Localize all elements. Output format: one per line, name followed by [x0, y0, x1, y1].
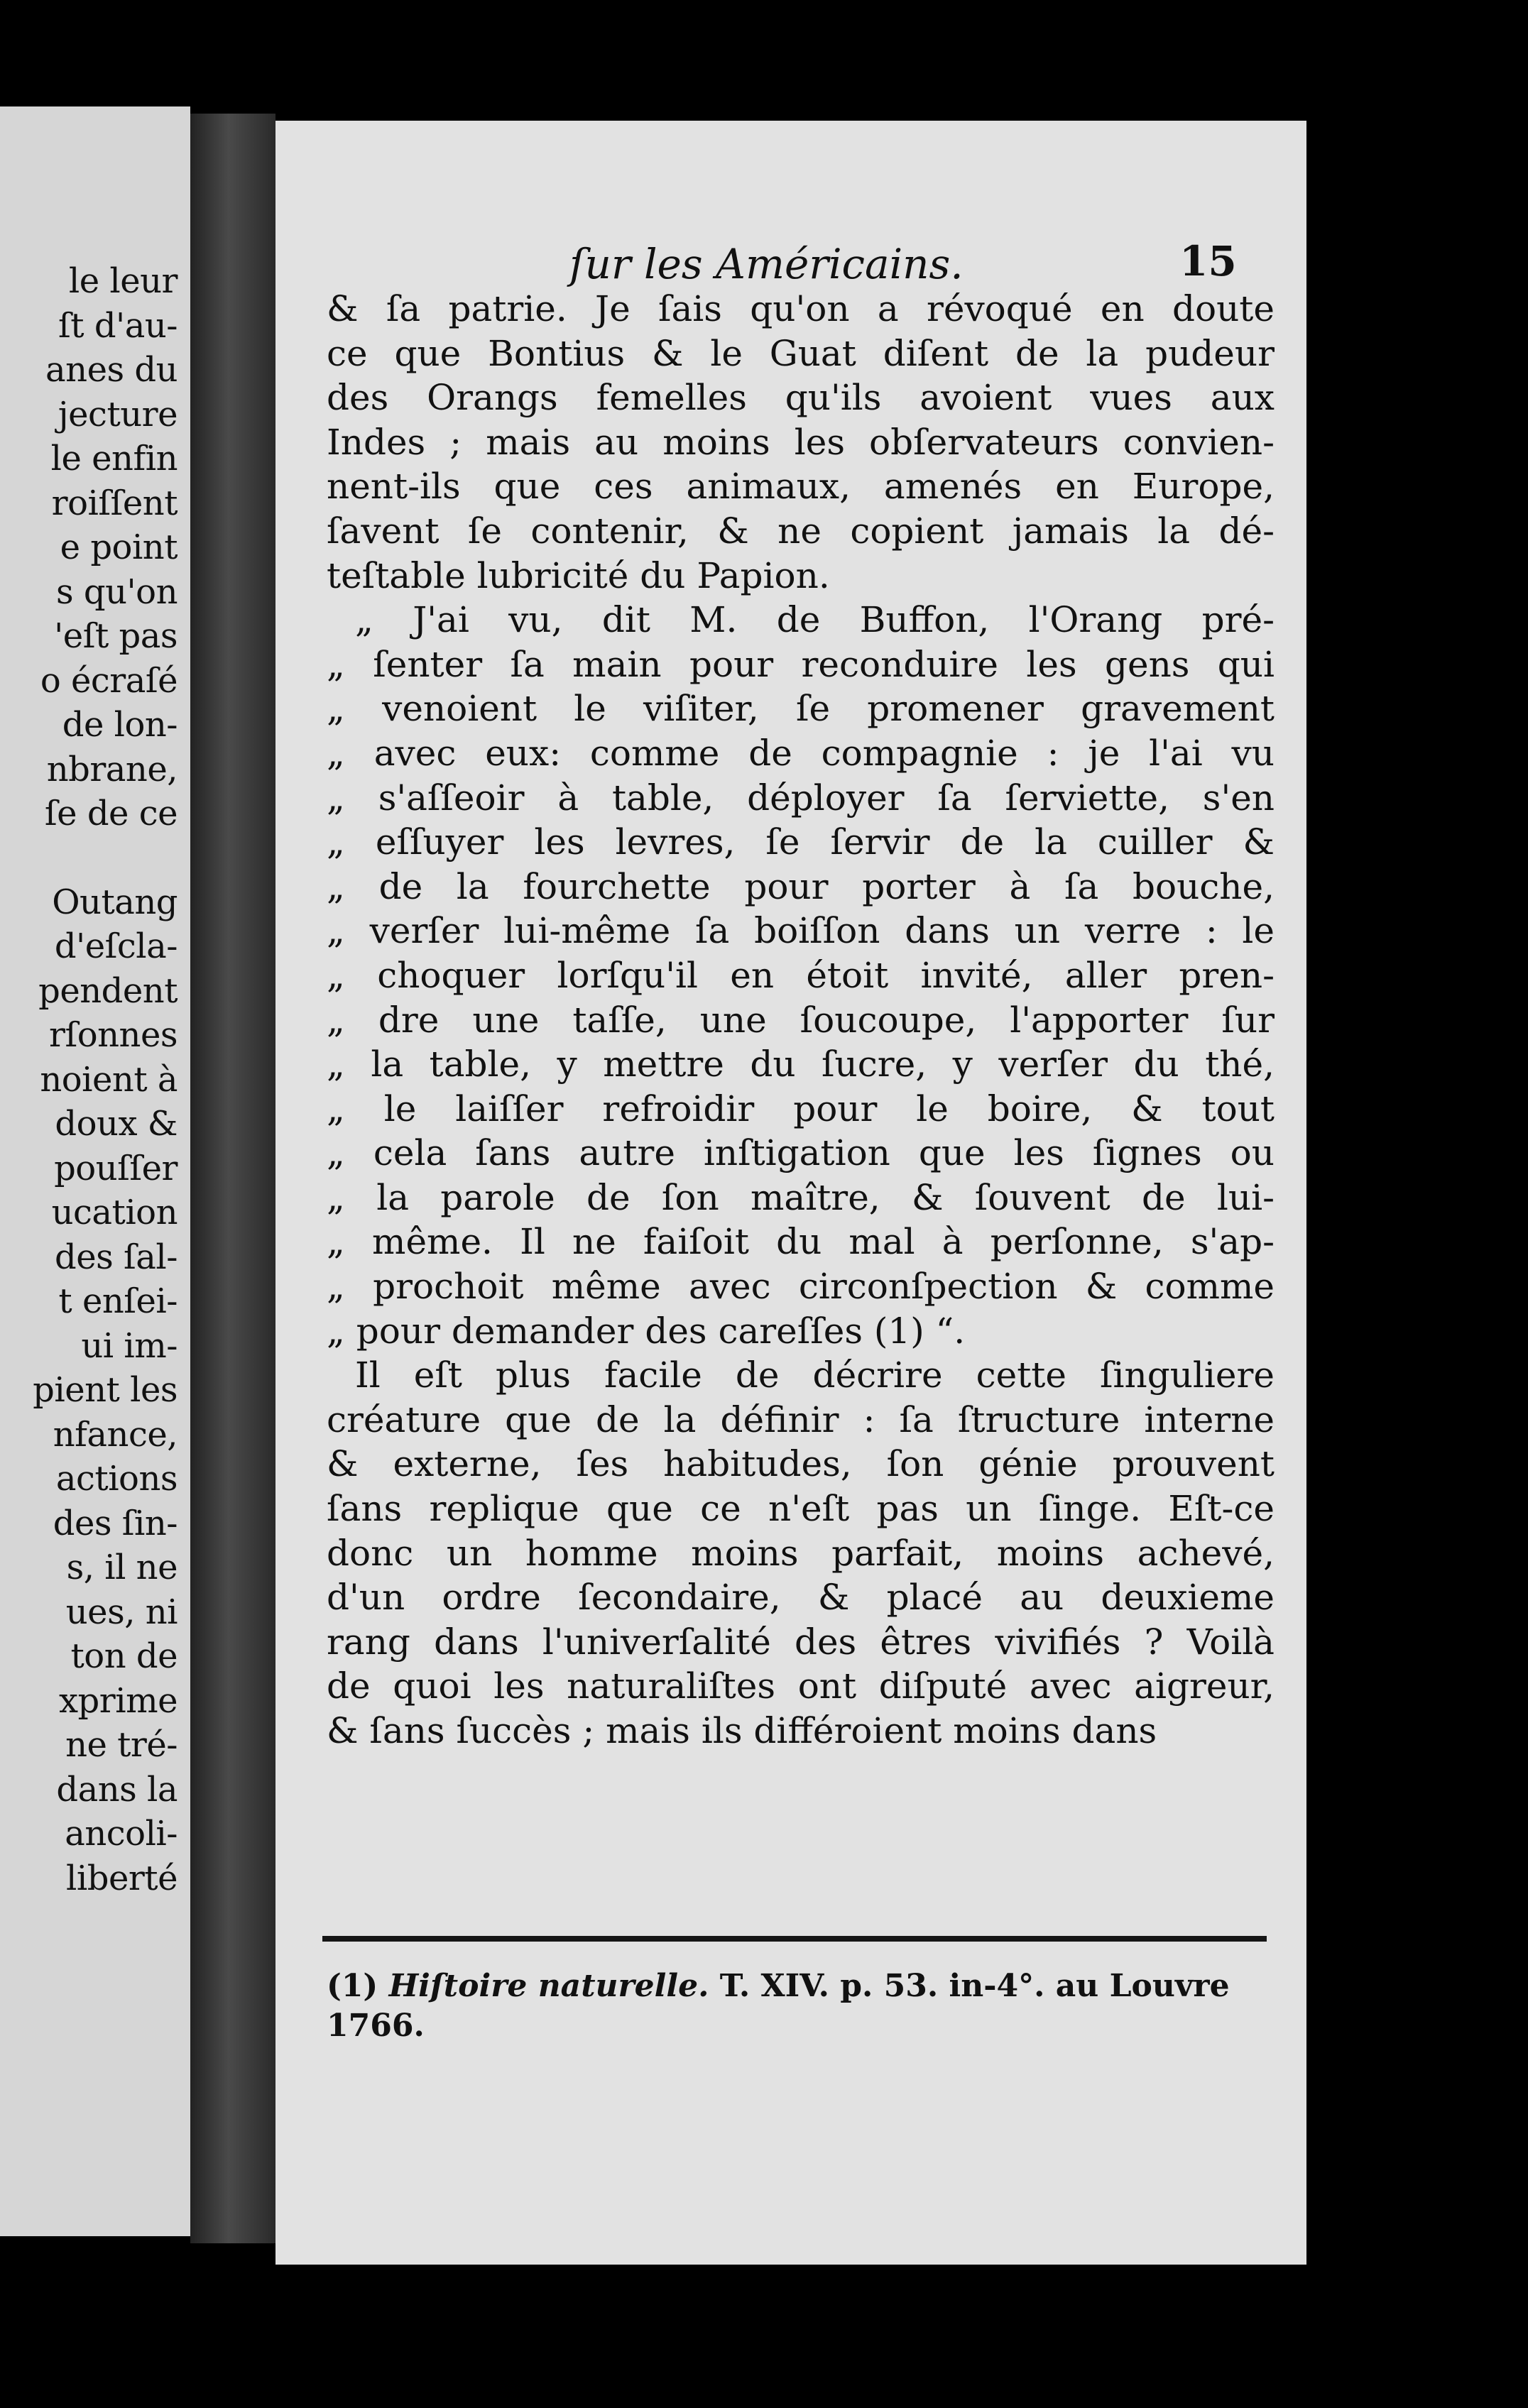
text-line: „ eſſuyer les levres, ſe ſervir de la cuiller &	[327, 821, 1275, 863]
left-page-line: dans la	[56, 1769, 178, 1810]
text-line: créature que de la définir : ſa ſtructure interne	[327, 1399, 1275, 1440]
book-gutter	[190, 114, 275, 2243]
left-page-line: ton de	[70, 1636, 178, 1676]
left-page-line: ucation	[51, 1193, 178, 1232]
text-line: „ choquer lorſqu'il en étoit invité, aller pren-	[327, 954, 1275, 996]
left-page-text	[0, 259, 178, 1900]
text-line: „ de la fourchette pour porter à ſa bouche,	[327, 865, 1275, 907]
left-page-line: t enſei-	[58, 1281, 178, 1321]
text-line: teſtable lubricité du Papion.	[327, 554, 830, 596]
text-line: Il eſt plus facile de décrire cette ſinguliere	[355, 1354, 1275, 1396]
text-line: „ pour demander des careſſes (1) “.	[327, 1310, 966, 1352]
text-line: „ ſenter ſa main pour reconduire les gens qui	[327, 643, 1275, 685]
text-line: & ſa patrie. Je ſais qu'on a révoqué en doute	[327, 288, 1275, 329]
left-facing-page	[0, 106, 190, 2236]
left-page-line: le enfin	[50, 439, 178, 478]
text-line: „ J'ai vu, dit M. de Buffon, l'Orang pré-	[355, 599, 1275, 641]
text-line: ce que Bontius & le Guat diſent de la pudeur	[327, 332, 1275, 374]
left-page-line: anes du	[45, 350, 178, 390]
left-page-line: roiſſent	[51, 483, 178, 523]
text-line: „ cela ſans autre inſtigation que les ſignes ou	[327, 1132, 1275, 1174]
right-page	[275, 121, 1306, 2265]
text-line: „ dre une taſſe, une ſoucoupe, l'apporter ſur	[327, 999, 1275, 1041]
left-page-line: 'eſt pas	[54, 616, 178, 656]
left-page-line: noient à	[40, 1059, 178, 1100]
left-page-line: des ſin-	[53, 1503, 178, 1543]
text-line: de quoi les naturaliſtes ont diſputé avec aigreur,	[327, 1665, 1275, 1707]
left-page-line: jecture	[58, 394, 178, 434]
left-page-line: ſt d'au-	[58, 305, 178, 346]
text-line: „ prochoit même avec circonſpection & comme	[327, 1266, 1275, 1308]
left-page-line: xprime	[58, 1680, 178, 1721]
footnote-year: 1766.	[327, 2008, 425, 2044]
left-page-line: Outang	[52, 882, 178, 922]
text-line: & ſans ſuccès ; mais ils différoient moins dans	[327, 1710, 1157, 1751]
left-page-line: s, il ne	[66, 1548, 178, 1587]
text-line: & externe, ſes habitudes, ſon génie prouvent	[327, 1443, 1275, 1485]
text-line: donc un homme moins parfait, moins achevé,	[327, 1532, 1275, 1574]
text-line: „ la table, y mettre du ſucre, y verſer du thé,	[327, 1044, 1275, 1085]
left-page-line: ui im-	[81, 1325, 178, 1366]
left-page-line: ues, ni	[65, 1592, 178, 1632]
text-line: „ même. Il ne faiſoit du mal à perſonne, s'ap-	[327, 1221, 1275, 1263]
left-page-line: nfance,	[53, 1414, 178, 1455]
left-page-line: de lon-	[62, 705, 178, 745]
running-title: ſur les Américains.	[569, 240, 964, 288]
page-number: 15	[1179, 237, 1237, 285]
left-page-line: pendent	[38, 970, 178, 1011]
left-page-line: le leur	[68, 261, 178, 301]
text-line: „ s'aſſeoir à table, déployer ſa ſerviette, s'en	[327, 777, 1275, 819]
text-line: Indes ; mais au moins les obſervateurs convien-	[327, 421, 1275, 463]
left-page-line: doux &	[55, 1104, 178, 1144]
left-page-line: o écraſé	[40, 660, 178, 701]
text-line: ſans replique que ce n'eſt pas un ſinge. Eſt-ce	[327, 1488, 1275, 1530]
footnote-reference: T. XIV. p. 53. in-4°. au Louvre	[719, 1968, 1230, 2004]
left-page-line: rſonnes	[49, 1015, 178, 1055]
footnote-rule	[322, 1936, 1267, 1942]
running-head	[275, 237, 1306, 290]
left-page-line: d'eſcla-	[54, 926, 178, 966]
footnote-marker: (1)	[327, 1968, 378, 2004]
footnote-title: Hiſtoire naturelle.	[388, 1968, 709, 2004]
left-page-line: nbrane,	[46, 749, 178, 789]
text-line: „ verſer lui-même ſa boiſſon dans un verre : le	[327, 910, 1275, 952]
text-line: „ venoient le viſiter, ſe promener gravement	[327, 688, 1275, 730]
left-page-line: ancoli-	[65, 1814, 178, 1854]
left-page-line: pient les	[33, 1370, 178, 1410]
text-line: d'un ordre ſecondaire, & placé au deuxieme	[327, 1577, 1275, 1619]
left-page-line: pouſſer	[54, 1148, 178, 1188]
text-line: „ avec eux: comme de compagnie : je l'ai vu	[327, 732, 1275, 774]
text-line: „ la parole de ſon maître, & ſouvent de lui-	[327, 1176, 1275, 1218]
left-page-line: des ſal-	[55, 1237, 178, 1277]
left-page-line: actions	[55, 1459, 178, 1499]
footnote-line	[327, 1966, 1275, 2006]
body-text	[327, 287, 1275, 1753]
text-line: ſavent ſe contenir, & ne copient jamais la dé-	[327, 510, 1275, 552]
text-line: rang dans l'univerſalité des êtres vivifiés ? Voilà	[327, 1621, 1275, 1663]
footnote-line-2	[327, 2006, 1275, 2046]
left-page-line: e point	[60, 527, 178, 567]
left-page-line: ne tré-	[65, 1725, 178, 1765]
left-page-line: s qu'on	[55, 571, 178, 612]
text-line: nent-ils que ces animaux, amenés en Europe,	[327, 466, 1275, 508]
text-line: „ le laiſſer refroidir pour le boire, & tout	[327, 1088, 1275, 1129]
footnote	[327, 1966, 1275, 2046]
left-page-line: liberté	[66, 1858, 178, 1898]
left-page-line: ſe de ce	[44, 794, 178, 833]
text-line: des Orangs femelles qu'ils avoient vues aux	[327, 377, 1275, 419]
